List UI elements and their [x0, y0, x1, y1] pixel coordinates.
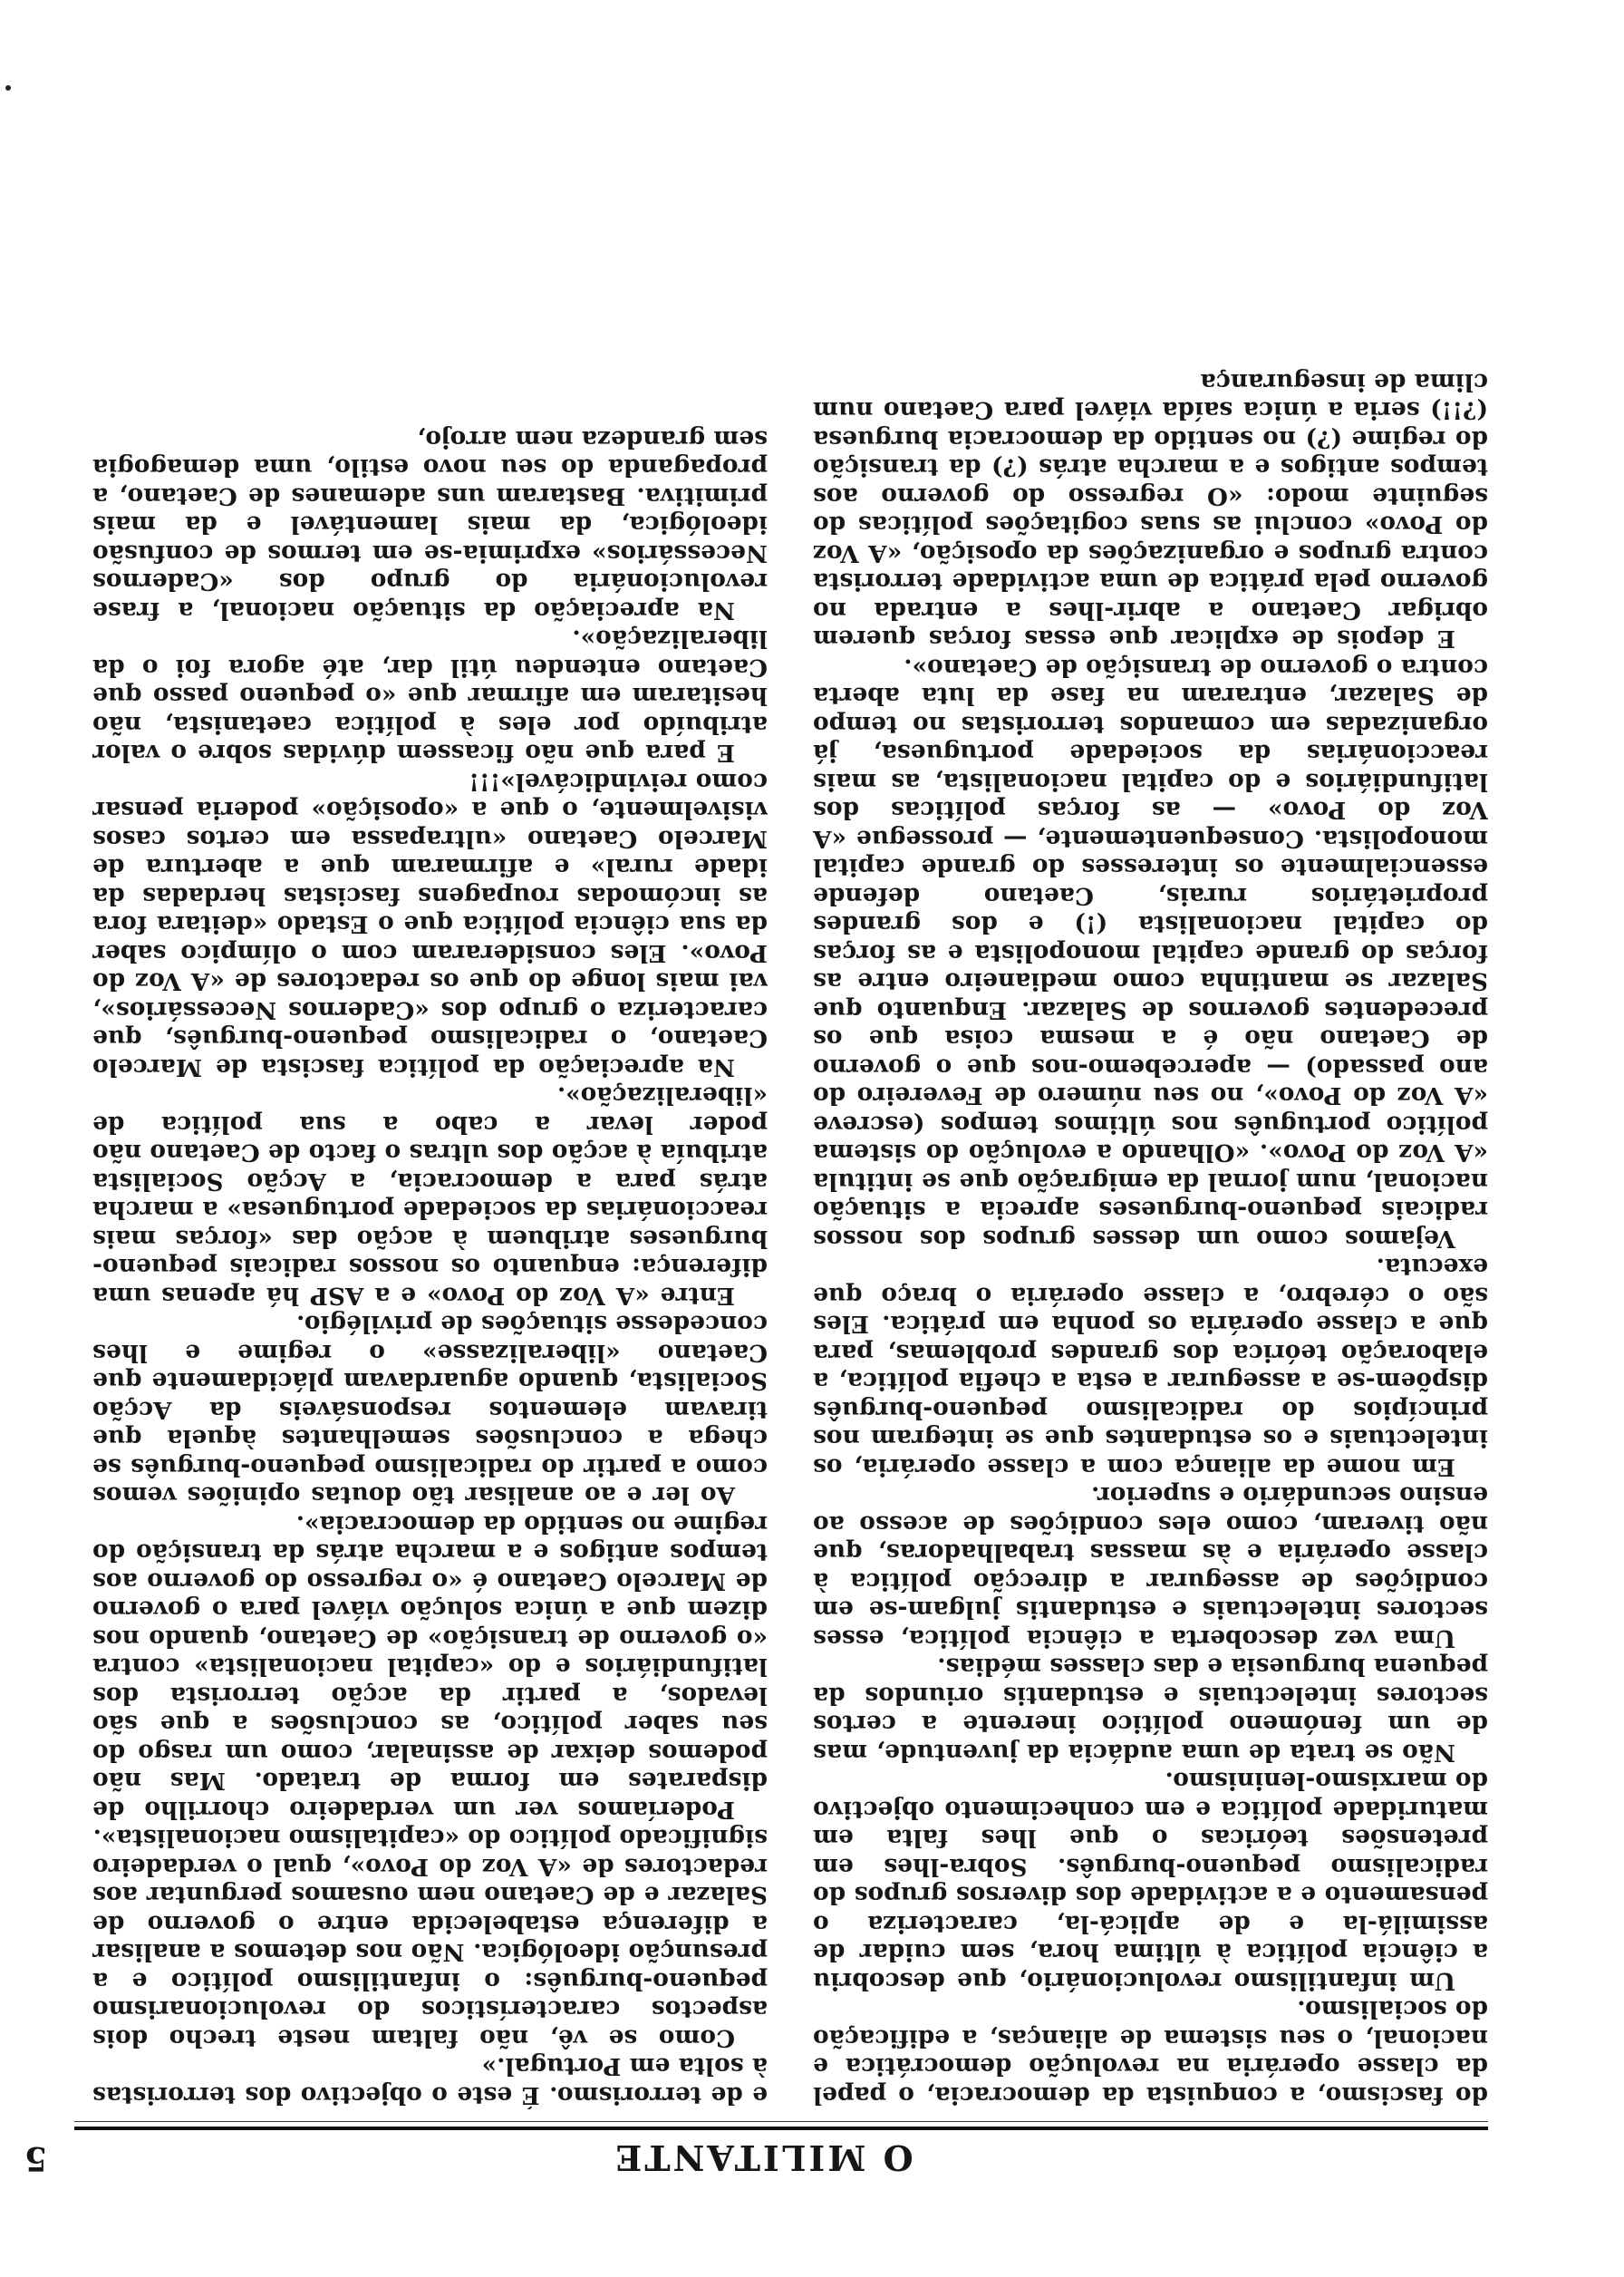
paragraph: do fascismo, a conquista da democracia, o papel da classe operária na revolução democrática e nacional, o seu sistema de alianças, a edificação do socialismo.	[813, 1995, 1488, 2109]
paragraph: Como se vê, não faltam neste trecho dois aspectos característicos do revolucionarismo pequeno-burguês: o infantilismo político e a presunção ideológica. Não nos detemos a analisar a diferença estabelecida entre o governo de Salazar e de Caetano nem ousamos perguntar aos redactores de «A Voz do Povo», qual o verdadeiro significado político do «capitalismo nacionalista».	[92, 1824, 768, 2052]
journal-title: O MILITANTE	[613, 2137, 914, 2178]
header-rule	[74, 2127, 1488, 2130]
paragraph: Ao ler e ao analisar tão doutas opiniões vemos como a partir do radicalismo pequeno-burguês se chega a conclusões semelhantes àquela que tiravam elementos responsáveis da Acção Socialista, quando aguardavam plácidamente que Caetano «liberalizasse» o regime e lhes concedesse situações de privilégio.	[92, 1310, 768, 1510]
paragraph: e de terrorismo. É este o objectivo dos terroristas à solta em Portugal.»	[92, 2052, 768, 2109]
paragraph: Uma vez descoberta a ciência política, esses sectores intelectuais e estudantis julgam-se em condições de assegurar a direcção política à classe operária e às massas trabalhadoras, que não tiveram, como eles condições de acesso ao ensino secundário e superior.	[813, 1481, 1488, 1652]
paragraph: Um infantilismo revolucionário, que descobriu a ciência política à última hora, sem cuidar de assimilá-la e de aplicá-la, caracteriza o pensamento e a actividade dos diversos grupos do radicalismo pequeno-burguês. Sobra-lhes em pretensões teóricas o que lhes falta em maturidade política e em conhecimento objectivo do marxismo-leninismo.	[813, 1767, 1488, 1995]
paragraph: Poderíamos ver um verdadeiro chorrilho de disparates em forma de tratado. Mas não podemos deixar de assinalar, como um rasgo do seu saber político, as conclusões a que são levados, a partir da acção terrorista dos latifundiários e do «capital nacionalista» contra «o governo de transição» de Caetano, quando nos dizem que a única solução viável para o governo de Marcelo Caetano é «o regresso do governo aos tempos antigos e a marcha atrás da transição do regime no sentido da democracia».	[92, 1510, 768, 1824]
paragraph: Entre «A Voz do Povo» e a ASP há apenas uma diferença: enquanto os nossos radicais pequeno-burgueses atribuem à acção das «forças mais reaccionárias da sociedade portuguesa» a marcha atrás para a democracia, a Acção Socialista atribuía à acção dos ultras o facto de Caetano não poder levar a cabo a sua política de «liberalização».	[92, 1081, 768, 1310]
paragraph: Não se trata de uma audácia da juventude, mas de um fenómeno político inerente a certos sectores intelectuais e estudantis oriundos da pequena burguesia e das classes médias.	[813, 1652, 1488, 1767]
article-column-right	[92, 52, 768, 2109]
paragraph: Em nome da aliança com a classe operária, os intelectuais e os estudantes que se integram nos princípios do radicalismo pequeno-burguês dispõem-se a assegurar a esta a chefia política, a elaboração teórica dos grandes problemas, para que a classe operária os ponha em prática. Eles são o cérebro, a classe operária o braço que executa.	[813, 1253, 1488, 1481]
paragraph: E para que não ficassem dúvidas sobre o valor atribuído por eles à política caetanista, não hesitaram em afirmar que «o pequeno passo que Caetano entendeu útil dar, até agora foi o da liberalização».	[92, 625, 768, 768]
paragraph: Na apreciação da situação nacional, a frase revolucionária do grupo dos «Cadernos Necessários» exprimia-se em termos de confusão ideológica, da mais lamentável e da mais primitiva. Bastaram uns ademanes de Caetano, a propaganda do seu novo estilo, uma demagogia sem grandeza nem arrojo,	[92, 425, 768, 625]
paragraph: Na apreciação da política fascista de Marcelo Caetano, o radicalismo pequeno-burguês, que caracteriza o grupo dos «Cadernos Necessários», vai mais longe do que os redactores de «A Voz do Povo». Eles consideraram com o olímpico saber da sua ciência política que o Estado «deitara fora as incómodas roupagens fascistas herdadas da idade rural» e afirmaram que a abertura de Marcelo Caetano «ultrapassa em certos casos visivelmente, o que a «oposição» poderia pensar como reivindicável»!!!	[92, 768, 768, 1081]
page-number: 5	[24, 2139, 47, 2177]
ink-speck	[5, 85, 11, 91]
article-column-left	[813, 52, 1488, 2109]
paragraph: E depois de explicar que essas forças querem obrigar Caetano a abrir-lhes a entrada no governo pela prática de uma actividade terrorista contra grupos e organizações da oposição, «A Voz do Povo» conclui as suas cogitações políticas do seguinte modo: «O regresso do governo aos tempos antigos e a marcha atrás (?) da transição do regime (?) no sentido da democracia burguesa (?!!) seria a única saída viável para Caetano num clima de insegurança	[813, 368, 1488, 654]
paragraph: Vejamos como um desses grupos dos nossos radicais pequeno-burgueses aprecia a situação nacional, num jornal da emigração que se intitula «A Voz do Povo». «Olhando a evolução do sistema político português nos últimos tempos (escreve «A Voz do Povo», no seu número de Fevereiro do ano passado) — apercebemo-nos que o governo de Caetano não é a mesma coisa que os precedentes governos de Salazar. Enquanto que Salazar se mantinha como medianeiro entre as forças do grande capital monopolista e as forças do capital nacionalista (!) e dos grandes proprietários rurais, Caetano defende essencialmente os interesses do grande capital monopolista. Consequentemente, — prossegue «A Voz do Povo» — as forças políticas dos latifundiários e do capital nacionalista, as mais reaccionárias da sociedade portuguesa, já organizadas em comandos terroristas no tempo de Salazar, entraram na fase da luta aberta contra o governo de transição de Caetano».	[813, 654, 1488, 1253]
header-rule-thin	[74, 2121, 1488, 2122]
